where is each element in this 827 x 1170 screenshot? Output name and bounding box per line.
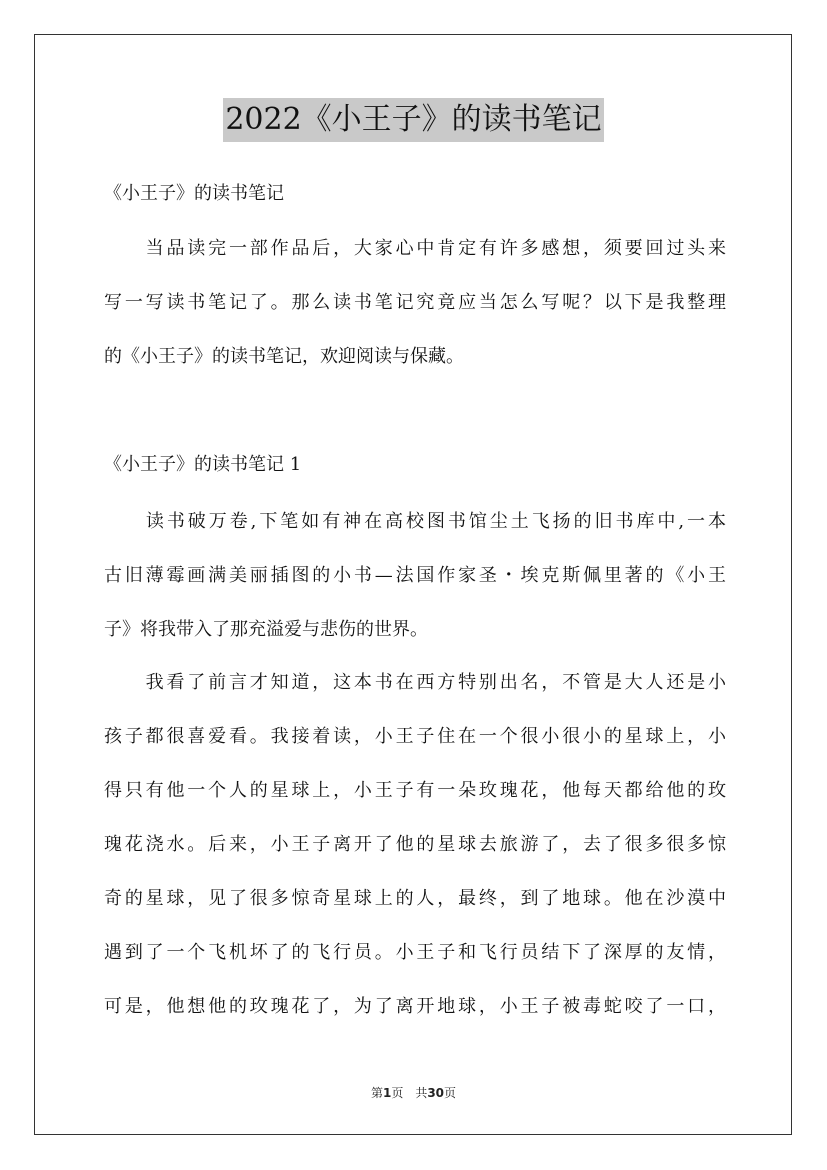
page-footer bbox=[0, 1084, 827, 1101]
paragraph-line: 得只有他一个人的星球上，小王子有一朵玫瑰花，他每天都给他的玫 bbox=[104, 780, 726, 801]
paragraph-line: 奇的星球，见了很多惊奇星球上的人，最终，到了地球。他在沙漠中 bbox=[104, 888, 726, 909]
paragraph-line: 可是，他想他的玫瑰花了，为了离开地球，小王子被毒蛇咬了一口， bbox=[104, 996, 726, 1017]
paragraph-line: 孩子都很喜爱看。我接着读，小王子住在一个很小很小的星球上，小 bbox=[104, 726, 726, 747]
paragraph-line: 读书破万卷,下笔如有神在高校图书馆尘土飞扬的旧书库中,一本 bbox=[104, 511, 726, 532]
paragraph-line: 写一写读书笔记了。那么读书笔记究竟应当怎么写呢？以下是我整理 bbox=[104, 292, 726, 313]
footer-mid: 页 共 bbox=[391, 1086, 428, 1100]
footer-page-number: 1 bbox=[382, 1086, 392, 1100]
title-container bbox=[0, 98, 827, 142]
paragraph-line: 我看了前言才知道，这本书在西方特别出名，不管是大人还是小 bbox=[104, 672, 726, 693]
section-heading: 《小王子》的读书笔记 1 bbox=[104, 454, 302, 475]
paragraph-line: 当品读完一部作品后，大家心中肯定有许多感想，须要回过头来 bbox=[104, 238, 726, 259]
paragraph-line: 子》将我带入了那充溢爱与悲伤的世界。 bbox=[104, 619, 428, 640]
footer-total-pages: 30 bbox=[427, 1086, 445, 1100]
paragraph-line: 古旧薄霉画满美丽插图的小书—法国作家圣・埃克斯佩里著的《小王 bbox=[104, 565, 726, 586]
section-heading: 《小王子》的读书笔记 bbox=[104, 183, 284, 204]
document-title: 2022《小王子》的读书笔记 bbox=[223, 98, 603, 142]
paragraph-line: 遇到了一个飞机坏了的飞行员。小王子和飞行员结下了深厚的友情， bbox=[104, 942, 726, 963]
paragraph-line: 瑰花浇水。后来，小王子离开了他的星球去旅游了，去了很多很多惊 bbox=[104, 834, 726, 855]
paragraph-line: 的《小王子》的读书笔记，欢迎阅读与保藏。 bbox=[104, 346, 464, 367]
footer-prefix: 第 bbox=[370, 1086, 383, 1100]
footer-suffix: 页 bbox=[444, 1086, 457, 1100]
